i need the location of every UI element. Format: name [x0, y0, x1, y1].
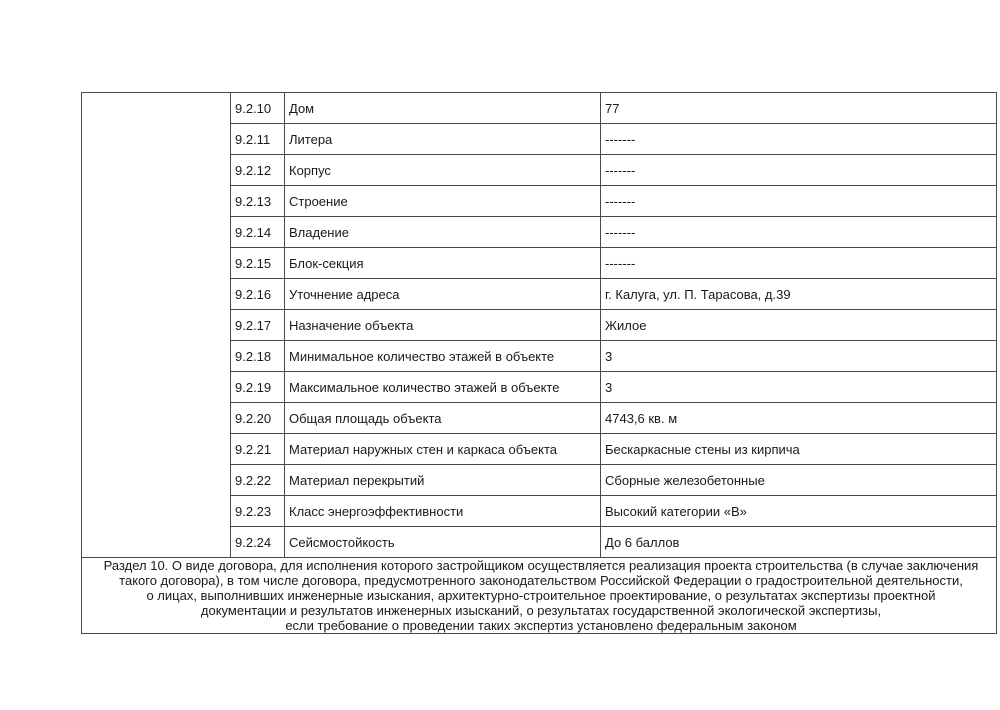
row-label: Материал перекрытий	[285, 465, 601, 496]
row-value: 3	[601, 372, 997, 403]
section-10-line: Раздел 10. О виде договора, для исполнения которого застройщиком осуществляется реализация проекта строительства (в случае заключения	[103, 558, 979, 573]
row-number: 9.2.13	[231, 186, 285, 217]
section-10-row	[82, 558, 997, 634]
row-label: Корпус	[285, 155, 601, 186]
row-number: 9.2.22	[231, 465, 285, 496]
row-value: -------	[601, 155, 997, 186]
row-value: -------	[601, 217, 997, 248]
row-value: г. Калуга, ул. П. Тарасова, д.39	[601, 279, 997, 310]
section-10-line: документации и результатов инженерных изысканий, о результатах государственной экологической экспертизы,	[200, 603, 882, 618]
section-10-line: такого договора), в том числе договора, предусмотренного законодательством Российской Федерации о градостроительной деятельности,	[119, 573, 963, 588]
merged-blank-cell	[82, 93, 231, 558]
row-number: 9.2.12	[231, 155, 285, 186]
row-label: Максимальное количество этажей в объекте	[285, 372, 601, 403]
row-number: 9.2.21	[231, 434, 285, 465]
row-label: Уточнение адреса	[285, 279, 601, 310]
row-value: 3	[601, 341, 997, 372]
row-label: Материал наружных стен и каркаса объекта	[285, 434, 601, 465]
row-value: Высокий категории «В»	[601, 496, 997, 527]
row-value: -------	[601, 248, 997, 279]
table-row	[82, 93, 997, 124]
row-number: 9.2.15	[231, 248, 285, 279]
section-10-heading	[82, 558, 997, 634]
row-label: Блок-секция	[285, 248, 601, 279]
section-10-line: о лицах, выполнивших инженерные изыскания, архитектурно-строительное проектирование, о результатах экспертизы проектной	[146, 588, 936, 603]
row-label: Строение	[285, 186, 601, 217]
row-label: Владение	[285, 217, 601, 248]
row-number: 9.2.24	[231, 527, 285, 558]
row-value: До 6 баллов	[601, 527, 997, 558]
row-number: 9.2.19	[231, 372, 285, 403]
row-value: 77	[601, 93, 997, 124]
row-label: Назначение объекта	[285, 310, 601, 341]
section-10-line: если требование о проведении таких экспертиз установлено федеральным законом	[285, 618, 797, 633]
row-number: 9.2.18	[231, 341, 285, 372]
row-number: 9.2.16	[231, 279, 285, 310]
row-label: Класс энергоэффективности	[285, 496, 601, 527]
row-label: Дом	[285, 93, 601, 124]
object-parameters-table	[81, 92, 997, 634]
row-value: Бескаркасные стены из кирпича	[601, 434, 997, 465]
row-number: 9.2.17	[231, 310, 285, 341]
row-label: Общая площадь объекта	[285, 403, 601, 434]
row-label: Сейсмостойкость	[285, 527, 601, 558]
row-value: 4743,6 кв. м	[601, 403, 997, 434]
row-number: 9.2.14	[231, 217, 285, 248]
row-value: -------	[601, 186, 997, 217]
row-number: 9.2.23	[231, 496, 285, 527]
row-value: Жилое	[601, 310, 997, 341]
row-number: 9.2.20	[231, 403, 285, 434]
row-label: Минимальное количество этажей в объекте	[285, 341, 601, 372]
row-value: -------	[601, 124, 997, 155]
row-value: Сборные железобетонные	[601, 465, 997, 496]
row-number: 9.2.11	[231, 124, 285, 155]
row-number: 9.2.10	[231, 93, 285, 124]
row-label: Литера	[285, 124, 601, 155]
